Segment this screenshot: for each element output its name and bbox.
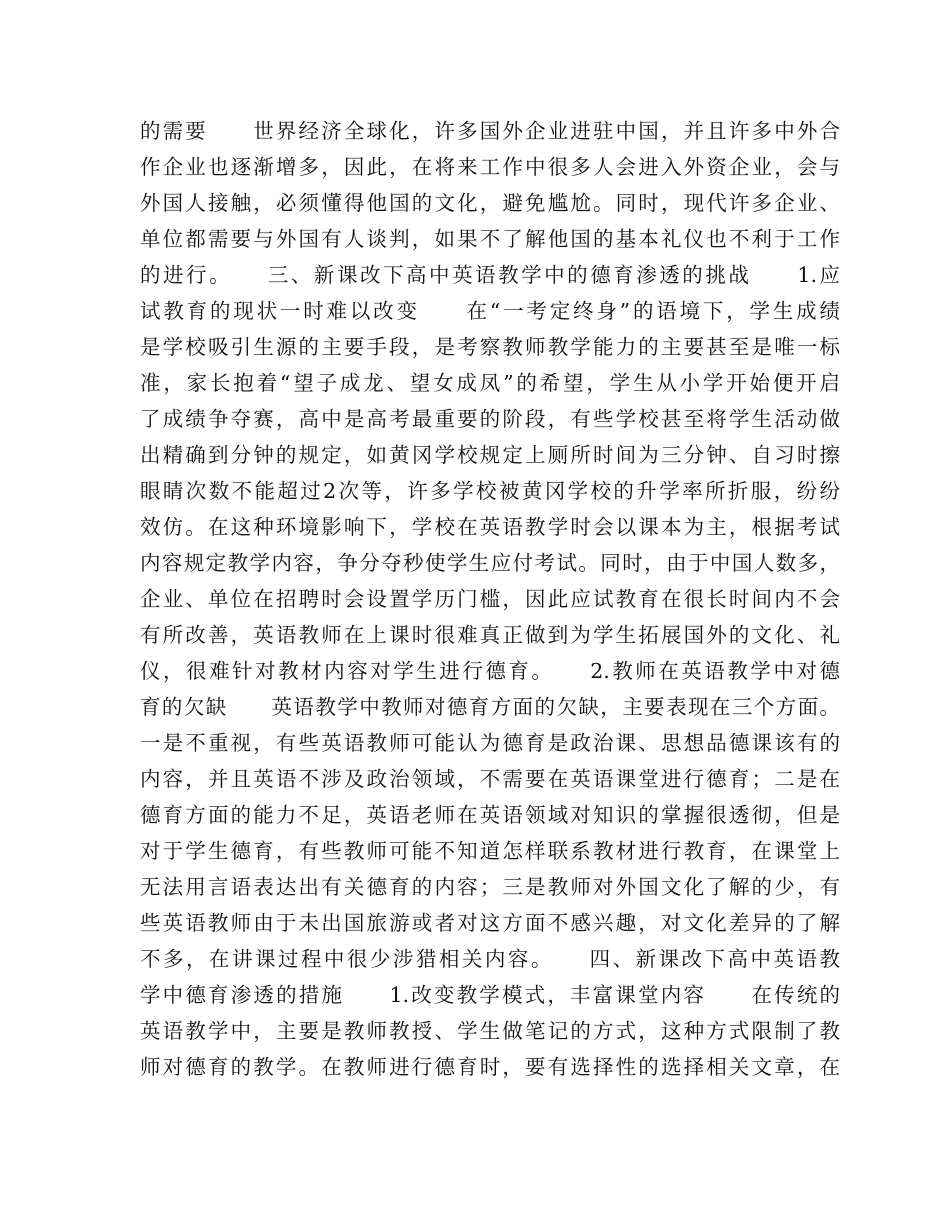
text-line: 一是不重视，有些英语教师可能认为德育是政治课、思想品德课该有的 xyxy=(140,731,840,755)
text-line: 单位都需要与外国有人谈判，如果不了解他国的基本礼仪也不利于工作 xyxy=(140,227,840,251)
text-line: 准，家长抱着“望子成龙、望女成凤”的希望，学生从小学开始便开启 xyxy=(140,371,840,395)
text-line: 效仿。在这种环境影响下，学校在英语教学时会以课本为主，根据考试 xyxy=(140,515,840,539)
text-line: 德育方面的能力不足，英语老师在英语领域对知识的掌握很透彻，但是 xyxy=(140,803,840,827)
text-line: 了成绩争夺赛，高中是高考最重要的阶段，有些学校甚至将学生活动做 xyxy=(140,407,840,431)
text-line: 内容规定教学内容，争分夺秒使学生应付考试。同时，由于中国人数多， xyxy=(140,551,840,575)
text-line: 外国人接触，必须懂得他国的文化，避免尴尬。同时，现代许多企业、 xyxy=(140,191,840,215)
text-line: 有所改善，英语教师在上课时很难真正做到为学生拓展国外的文化、礼 xyxy=(140,623,840,647)
text-line: 企业、单位在招聘时会设置学历门槛，因此应试教育在很长时间内不会 xyxy=(140,587,840,611)
text-line: 仪，很难针对教材内容对学生进行德育。 2.教师在英语教学中对德 xyxy=(140,659,840,683)
text-line: 眼睛次数不能超过2次等，许多学校被黄冈学校的升学率所折服，纷纷 xyxy=(140,479,840,503)
text-line: 师对德育的教学。在教师进行德育时，要有选择性的选择相关文章，在 xyxy=(140,1055,840,1079)
text-line: 作企业也逐渐增多，因此，在将来工作中很多人会进入外资企业，会与 xyxy=(140,155,840,179)
body-text xyxy=(140,113,840,1085)
text-line: 的进行。 三、新课改下高中英语教学中的德育渗透的挑战 1.应 xyxy=(140,263,840,287)
text-line: 育的欠缺 英语教学中教师对德育方面的欠缺，主要表现在三个方面。 xyxy=(140,695,840,719)
text-line: 内容，并且英语不涉及政治领域，不需要在英语课堂进行德育；二是在 xyxy=(140,767,840,791)
text-line: 的需要 世界经济全球化，许多国外企业进驻中国，并且许多中外合 xyxy=(140,119,840,143)
text-line: 不多，在讲课过程中很少涉猎相关内容。 四、新课改下高中英语教 xyxy=(140,947,840,971)
text-line: 是学校吸引生源的主要手段，是考察教师教学能力的主要甚至是唯一标 xyxy=(140,335,840,359)
text-line: 英语教学中，主要是教师教授、学生做笔记的方式，这种方式限制了教 xyxy=(140,1019,840,1043)
text-line: 试教育的现状一时难以改变 在“一考定终身”的语境下，学生成绩 xyxy=(140,299,840,323)
text-line: 出精确到分钟的规定，如黄冈学校规定上厕所时间为三分钟、自习时擦 xyxy=(140,443,840,467)
text-line: 些英语教师由于未出国旅游或者对这方面不感兴趣，对文化差异的了解 xyxy=(140,911,840,935)
text-line: 学中德育渗透的措施 1.改变教学模式，丰富课堂内容 在传统的 xyxy=(140,983,840,1007)
text-line: 对于学生德育，有些教师可能不知道怎样联系教材进行教育，在课堂上 xyxy=(140,839,840,863)
text-line: 无法用言语表达出有关德育的内容；三是教师对外国文化了解的少，有 xyxy=(140,875,840,899)
